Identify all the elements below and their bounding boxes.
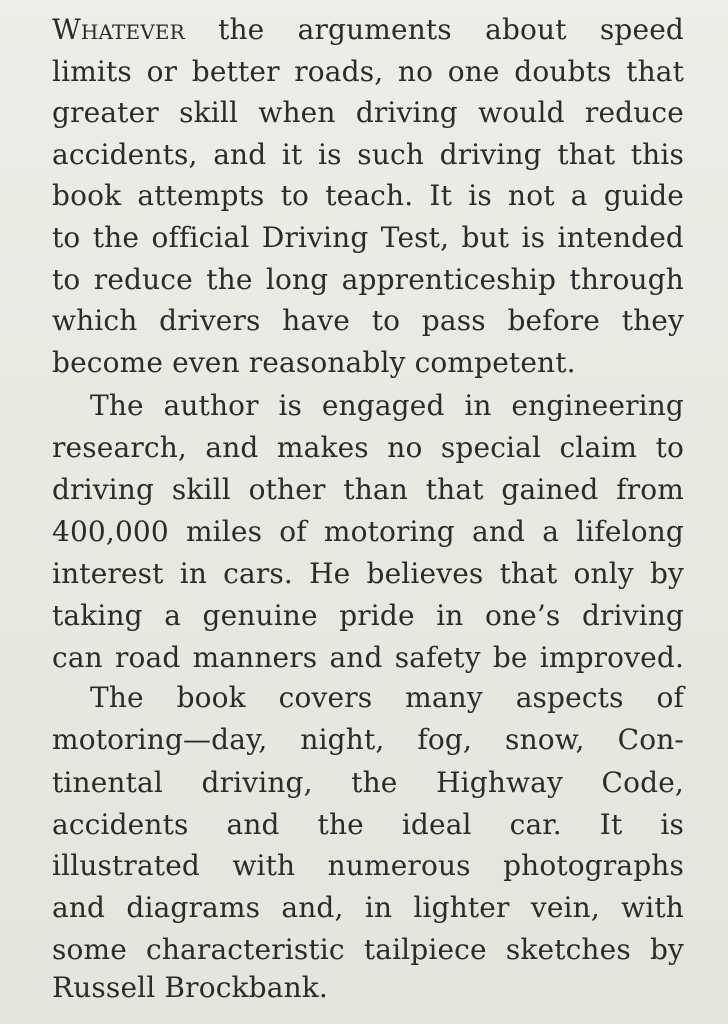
text-line: illustrated with numerous photographs [52, 849, 684, 882]
text-line: some characteristic tailpiece sketches by [52, 933, 684, 966]
text-line: motoring—day, night, fog, snow, Con- [52, 723, 684, 756]
opening-word: Whatever [52, 13, 185, 46]
text-line: can road manners and safety be improved. [52, 641, 684, 674]
text-line: The book covers many aspects of [90, 681, 684, 714]
text-line: and diagrams and, in lighter vein, with [52, 891, 684, 924]
text-line: book attempts to teach. It is not a guide [52, 179, 684, 212]
text-line [52, 10, 684, 50]
text-line: interest in cars. He believes that only by [52, 557, 684, 590]
text-line: greater skill when driving would reduce [52, 96, 684, 129]
text-line: which drivers have to pass before they [52, 304, 684, 337]
text-line: tinental driving, the Highway Code, [52, 766, 684, 799]
text-line: limits or better roads, no one doubts that [52, 55, 684, 88]
text-line: Russell Brockbank. [52, 971, 328, 1004]
text-line: research, and makes no special claim to [52, 431, 684, 464]
text-line: to the official Driving Test, but is intended [52, 221, 684, 254]
text-line: accidents and the ideal car. It is [52, 808, 684, 841]
text-line: driving skill other than that gained from [52, 473, 684, 506]
text-line: accidents, and it is such driving that this [52, 138, 684, 171]
text-line-content: the arguments about speed [184, 13, 684, 46]
text-line: to reduce the long apprenticeship through [52, 263, 684, 296]
text-line: 400,000 miles of motoring and a lifelong [52, 515, 684, 548]
text-line: become even reasonably competent. [52, 346, 576, 379]
text-line: The author is engaged in engineering [90, 389, 684, 422]
text-line: taking a genuine pride in one’s driving [52, 599, 684, 632]
